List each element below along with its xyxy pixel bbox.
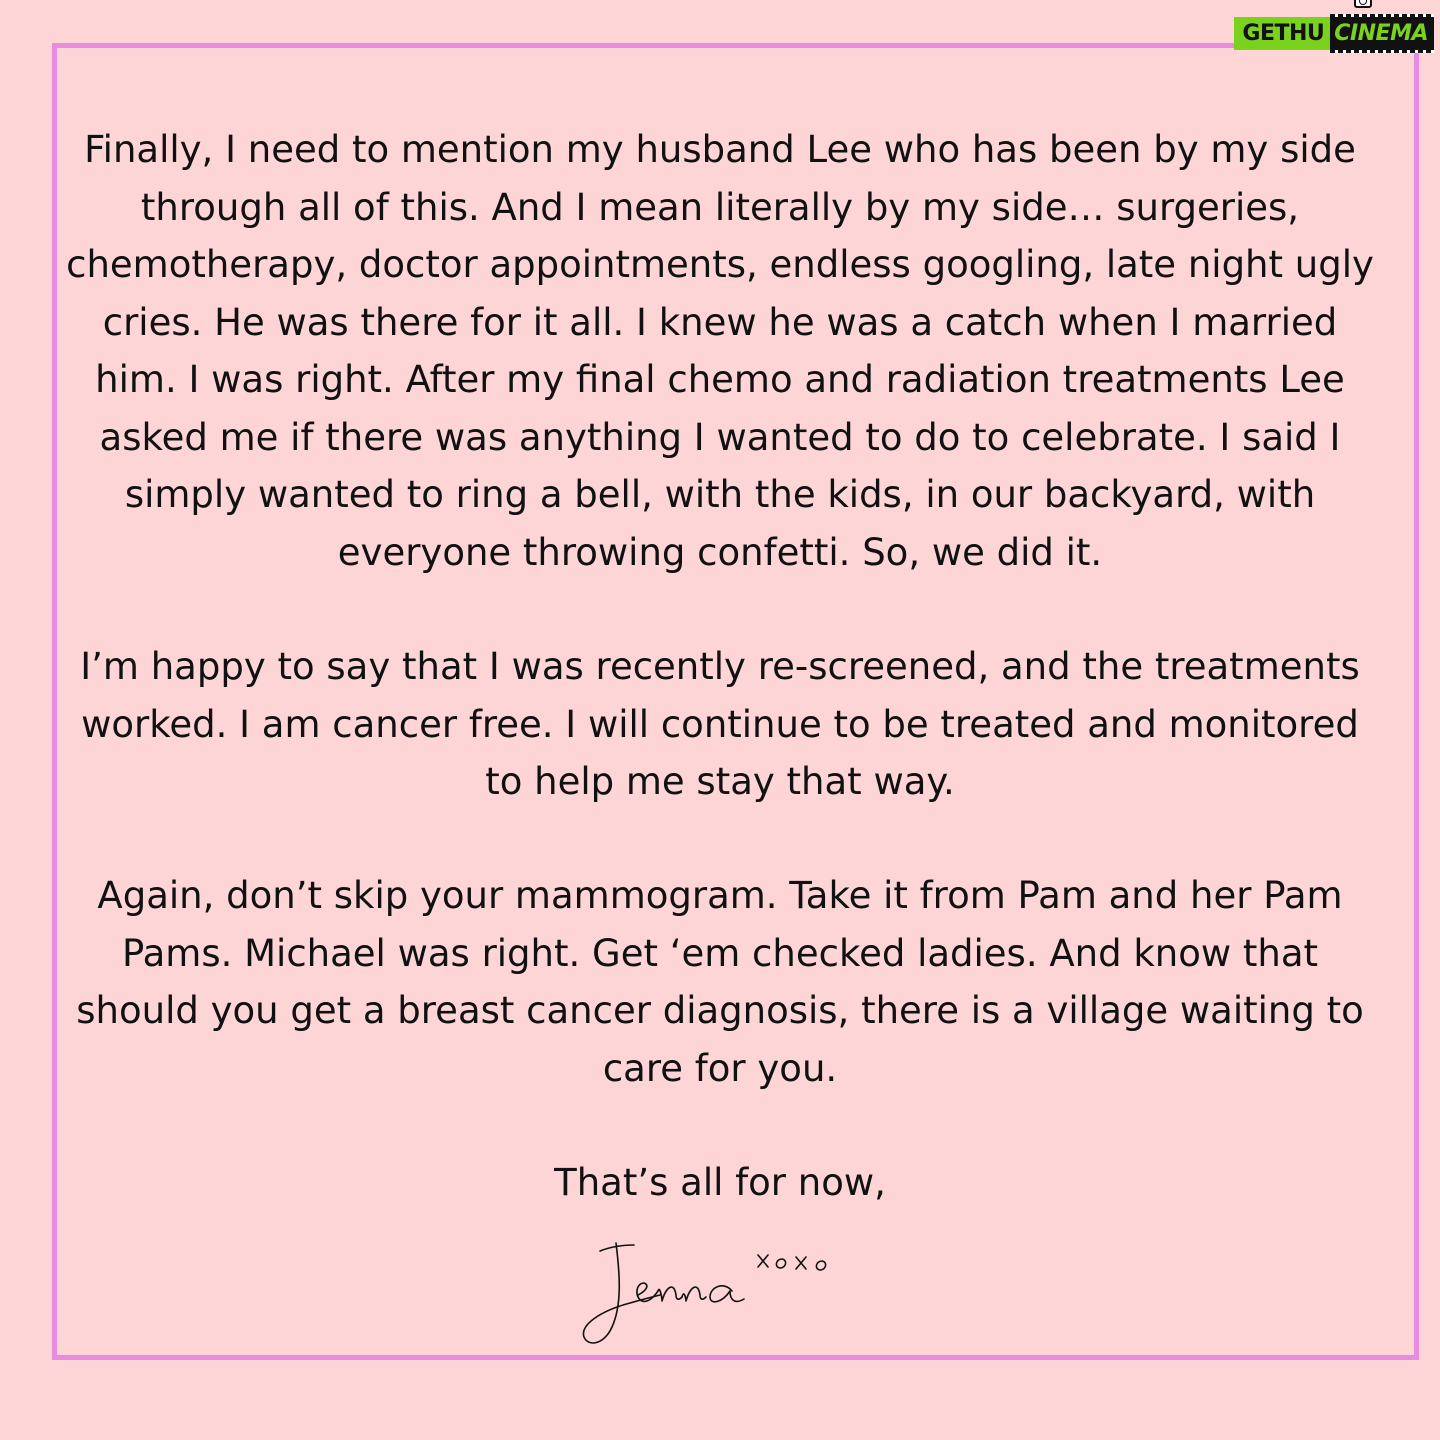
film-strip-bottom [1330, 50, 1434, 53]
closing-line: That’s all for now, [554, 1161, 886, 1204]
watermark-right-label: CINEMA [1334, 21, 1428, 46]
paragraph-husband: Finally, I need to mention my husband Lee who has been by my side through all of this. And I mean literally by my side… surgeries, chemotherapy, doctor appointments, endless googling, late night ugly cries. He was there for it all. I knew he was a catch when I married him. I was right. After my final chemo and radiation treatments Lee asked me if there was anything I wanted to do to celebrate. I said I simply wanted to ring a bell, with the kids, in our backyard, with everyone throwing confetti. So, we did it. [66, 128, 1374, 574]
watermark-right-text [1330, 17, 1434, 50]
watermark-logo [1234, 8, 1434, 50]
paragraph-mammogram: Again, don’t skip your mammogram. Take it from Pam and her Pam Pams. Michael was right. Get ‘em checked ladies. And know that should you get a breast cancer diagnosis, there is a village waiting to care for you. [76, 874, 1364, 1090]
film-strip-top [1330, 14, 1434, 17]
watermark-left-text: GETHU [1234, 17, 1330, 50]
paragraph-cancer-free: I’m happy to say that I was recently re-screened, and the treatments worked. I am cancer free. I will continue to be treated and monitored to help me stay that way. [80, 645, 1360, 803]
camera-icon [1354, 0, 1372, 8]
signature-jenna-xoxo [560, 1215, 880, 1365]
